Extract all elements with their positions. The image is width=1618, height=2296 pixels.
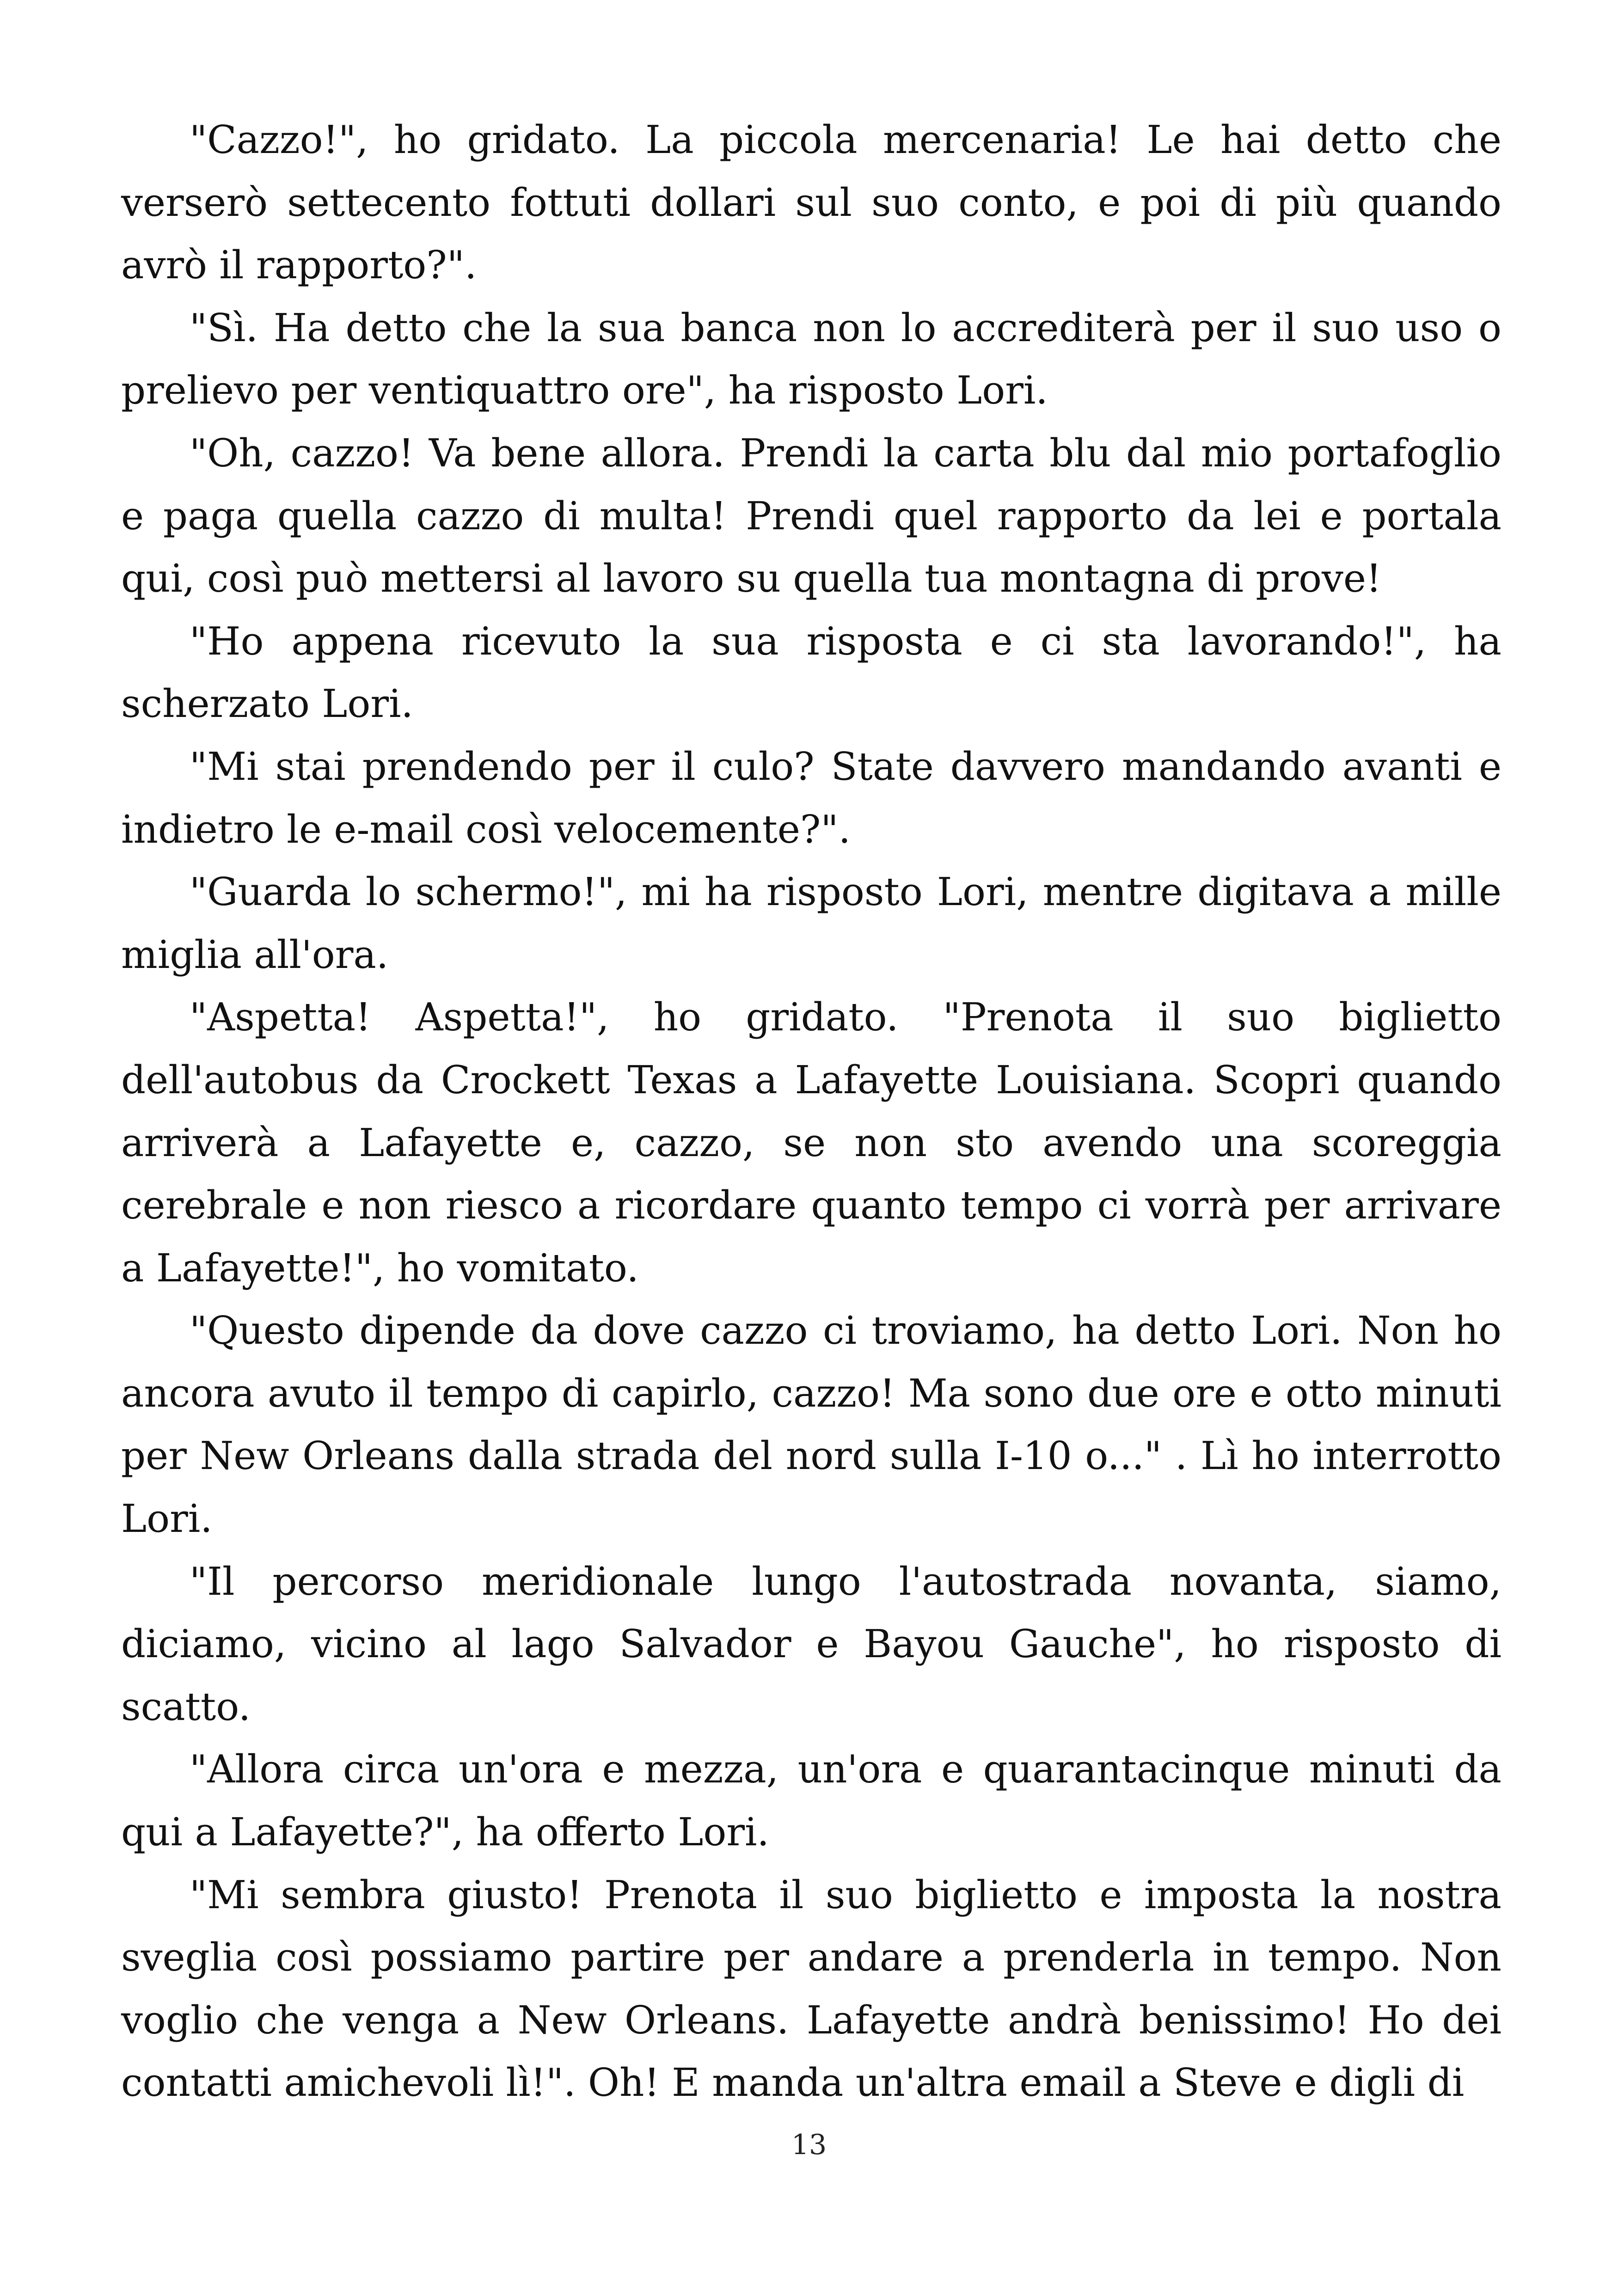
- paragraph: "Mi stai prendendo per il culo? State davvero mandando avanti e indietro le e-mail così velocemente?".: [121, 744, 1502, 852]
- paragraph: "Mi sembra giusto! Prenota il suo biglietto e imposta la nostra sveglia così possiamo partire per andare a prenderla in tempo. Non voglio che venga a New Orleans. Lafayette andrà benissimo! Ho dei contatti amichevoli lì!". Oh! E manda un'altra email a Steve e digli di: [121, 1872, 1502, 2106]
- paragraph: "Ho appena ricevuto la sua risposta e ci sta lavorando!", ha scherzato Lori.: [121, 618, 1502, 727]
- page-number: 13: [791, 2129, 827, 2161]
- paragraph: "Sì. Ha detto che la sua banca non lo accrediterà per il suo uso o prelievo per ventiquattro ore", ha risposto Lori.: [121, 305, 1502, 413]
- paragraph: "Guarda lo schermo!", mi ha risposto Lori, mentre digitava a mille miglia all'ora.: [121, 869, 1502, 977]
- paragraph: "Cazzo!", ho gridato. La piccola mercenaria! Le hai detto che verserò settecento fottuti dollari sul suo conto, e poi di più quando avrò il rapporto?".: [121, 117, 1502, 288]
- paragraph: "Oh, cazzo! Va bene allora. Prendi la carta blu dal mio portafoglio e paga quella cazzo di multa! Prendi quel rapporto da lei e portala qui, così può mettersi al lavoro su quella tua montagna di prove!: [121, 430, 1502, 601]
- body-text: [121, 109, 1502, 2114]
- paragraph: "Il percorso meridionale lungo l'autostrada novanta, siamo, diciamo, vicino al lago Salvador e Bayou Gauche", ho risposto di scatto.: [121, 1559, 1502, 1729]
- paragraph: "Allora circa un'ora e mezza, un'ora e quarantacinque minuti da qui a Lafayette?", ha offerto Lori.: [121, 1747, 1502, 1855]
- paragraph: "Questo dipende da dove cazzo ci troviamo, ha detto Lori. Non ho ancora avuto il tempo di capirlo, cazzo! Ma sono due ore e otto minuti per New Orleans dalla strada del nord sulla I-10 o..." . Lì ho interrotto Lori.: [121, 1308, 1502, 1542]
- paragraph: "Aspetta! Aspetta!", ho gridato. "Prenota il suo biglietto dell'autobus da Crockett Texas a Lafayette Louisiana. Scopri quando arriverà a Lafayette e, cazzo, se non sto avendo una scoreggia cerebrale e non riesco a ricordare quanto tempo ci vorrà per arrivare a Lafayette!", ho vomitato.: [121, 995, 1502, 1291]
